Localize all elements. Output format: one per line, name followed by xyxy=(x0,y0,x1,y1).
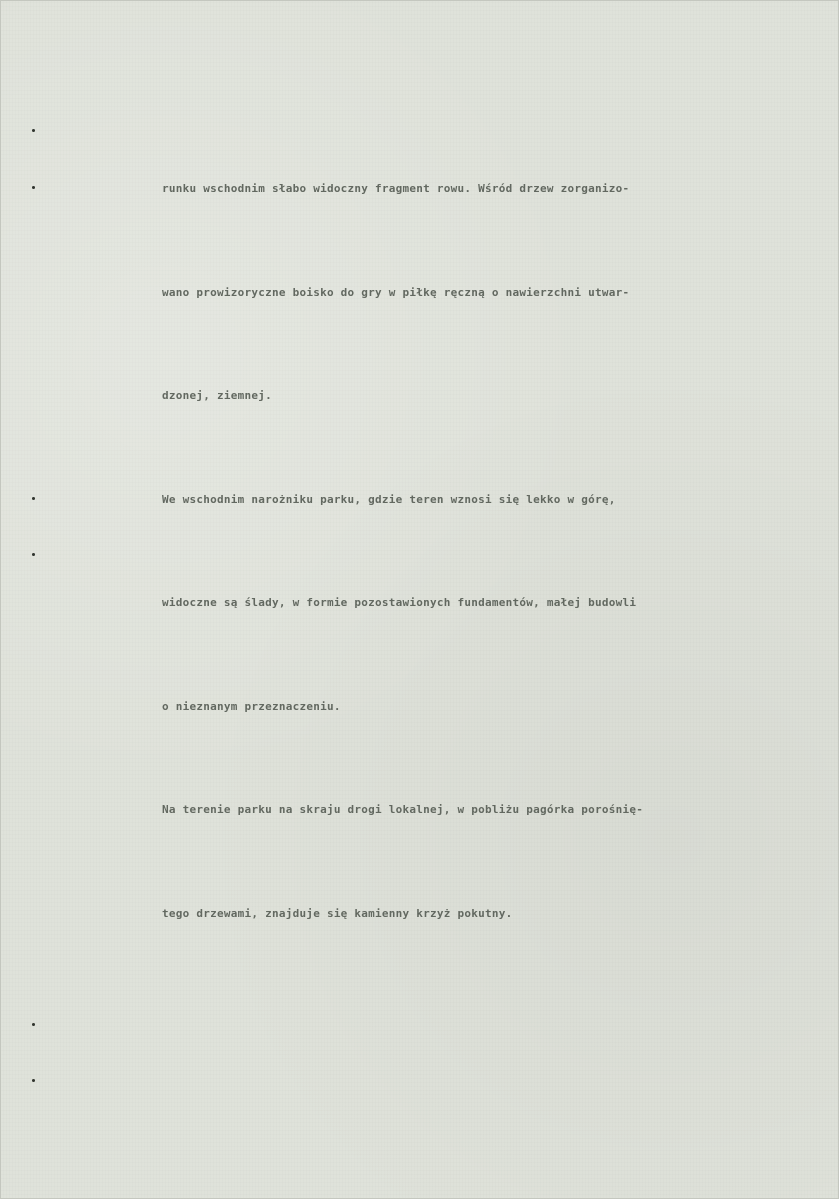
typewritten-text xyxy=(162,103,772,1000)
text-line: Na terenie parku na skraju drogi lokalnej, w pobliżu pagórka porośnię- xyxy=(162,803,644,816)
binding-hole-mark xyxy=(32,129,35,132)
binding-hole-mark xyxy=(32,497,35,500)
text-line: widoczne są ślady, w formie pozostawionych fundamentów, małej budowli xyxy=(162,596,637,609)
binding-hole-mark xyxy=(32,1079,35,1082)
text-line: We wschodnim narożniku parku, gdzie teren wznosi się lekko w górę, xyxy=(162,492,616,506)
text-line: tego drzewami, znajduje się kamienny krzyż pokutny. xyxy=(162,906,513,920)
binding-hole-mark xyxy=(32,186,35,189)
text-line: wano prowizoryczne boisko do gry w piłkę ręczną o nawierzchni utwar- xyxy=(162,285,630,299)
text-line: runku wschodnim słabo widoczny fragment rowu. Wśród drzew zorganizo- xyxy=(162,182,630,195)
binding-hole-mark xyxy=(32,553,35,556)
text-line: o nieznanym przeznaczeniu. xyxy=(162,699,341,713)
text-line: dzonej, ziemnej. xyxy=(162,389,272,402)
binding-hole-mark xyxy=(32,1023,35,1026)
